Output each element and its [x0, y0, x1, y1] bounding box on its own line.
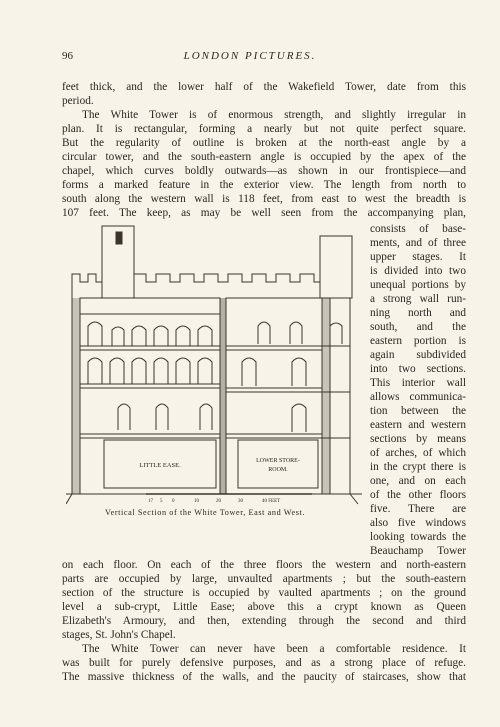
text-line: forms a marked feature in the exterior view. The length from north to [62, 179, 466, 191]
scale-label: 0 [172, 499, 175, 504]
side-text-line: looking towards the [370, 531, 466, 543]
text-line: circular tower, and the south-eastern angle is occupied by the apex of the [62, 151, 466, 163]
side-text-line: ning north and [370, 307, 466, 319]
side-text-line: unequal portions by [370, 279, 466, 291]
scale-label: 40 FEET [262, 499, 281, 504]
text-line: The White Tower is of enormous strength, and slightly irregular in [82, 109, 466, 121]
scale-label: 10 [194, 499, 199, 504]
text-line: Elizabeth's Armoury, and then, extending through the second and third [62, 615, 466, 627]
text-line: south along the western wall is 118 feet, from east to west the breadth is [62, 193, 466, 205]
text-line: The White Tower can never have been a comfortable residence. It [82, 643, 466, 655]
figure-caption: Vertical Section of the White Tower, East and West. [105, 508, 306, 517]
scale-label: 5 [160, 499, 163, 504]
text-line: was built for purely defensive purposes, and as a strong place of refuge. [62, 657, 466, 669]
label-lower-storeroom-line2: ROOM. [268, 467, 288, 473]
side-text-line: one, and on each [370, 475, 466, 487]
side-text-line: ments, and of three [370, 237, 466, 249]
side-text-line: tion between the [370, 405, 466, 417]
side-text-line: eastern and western [370, 419, 466, 431]
side-text-line: sections by means [370, 433, 466, 445]
text-line: level a sub-crypt, Little Ease; above this a crypt known as Queen [62, 601, 466, 613]
text-line: 107 feet. The keep, as may be well seen from the accompanying plan, [62, 207, 466, 219]
scale-label: 20 [216, 499, 221, 504]
text-line: feet thick, and the lower half of the Wakefield Tower, date from this [62, 81, 466, 93]
side-text-line: in the crypt there is [370, 461, 466, 473]
text-line: period. [62, 95, 94, 107]
side-text-line: upper stages. It [370, 251, 466, 263]
text-line: plan. It is rectangular, forming a nearly but not quite perfect square. [62, 123, 466, 135]
text-line: chapel, which curves boldly outwards—as shown in our frontispiece—and [62, 165, 466, 177]
side-text-line: five. There are [370, 503, 466, 515]
side-text-line: of arches, of which [370, 447, 466, 459]
text-line: The massive thickness of the walls, and the paucity of staircases, show that [62, 671, 466, 683]
text-line: parts are occupied by large, unvaulted apartments ; but the south-eastern [62, 573, 466, 585]
scale-label: 17 [148, 499, 153, 504]
text-line: stages, St. John's Chapel. [62, 629, 176, 641]
side-text-line: again subdivided [370, 349, 466, 361]
side-text-line: is divided into two [370, 265, 466, 277]
side-text-line: into two sections. [370, 363, 466, 375]
side-text-line: of the other floors [370, 489, 466, 501]
side-text-line: also five windows [370, 517, 466, 529]
scale-label: 30 [238, 499, 243, 504]
page-number: 96 [62, 50, 73, 62]
side-text-line: Beauchamp Tower [370, 545, 466, 557]
tower-section-figure [66, 222, 362, 506]
text-line: on each floor. On each of the three floors the western and north-eastern [62, 559, 466, 571]
label-lower-storeroom-line1: LOWER STORE- [256, 458, 300, 464]
side-text-line: allows communica- [370, 391, 466, 403]
label-little-ease: LITTLE EASE. [139, 462, 181, 469]
running-title: LONDON PICTURES. [183, 50, 317, 62]
side-text-line: eastern portion is [370, 335, 466, 347]
side-text-line: south, and the [370, 321, 466, 333]
text-line: section of the structure is occupied by vaulted apartments ; on the ground [62, 587, 466, 599]
side-text-line: This interior wall [370, 377, 466, 389]
side-text-line: consists of base- [370, 223, 466, 235]
side-text-line: a strong wall run- [370, 293, 466, 305]
text-line: But the regularity of outline is broken at the north-east angle by a [62, 137, 466, 149]
